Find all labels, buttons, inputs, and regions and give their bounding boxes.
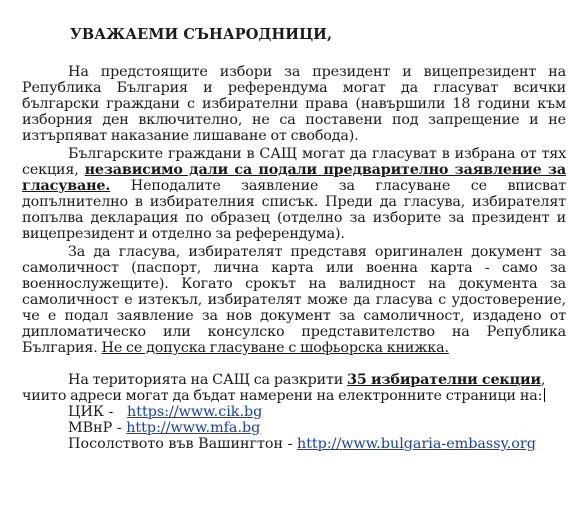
paragraph-sections-count [22,372,566,404]
paragraph-sections-text-a: На територията на САЩ са разкрити [68,372,344,388]
link-row-embassy [68,436,566,452]
document-heading: УВАЖАЕМИ СЪНАРОДНИЦИ, [70,26,333,43]
text-cursor [544,388,545,402]
paragraph-voting-sections-text-a: Българските граждани в САЩ могат да гласуват в избрана от тях секция, [22,146,566,178]
link-cik[interactable]: https://www.cik.bg [127,404,263,420]
link-embassy[interactable]: http://www.bulgaria-embassy.org [296,436,536,452]
emphasis-no-application-needed: независимо дали са подали предварително заявление за гласуване. [22,162,566,194]
note-drivers-license: Не се допуска гласуване с шофьорска книжка. [101,340,449,356]
link-label-embassy: Посолството във Вашингтон - [68,436,293,452]
link-row-cik [68,404,566,420]
paragraph-identity-documents [22,244,566,356]
paragraph-elections: На предстоящите избори за президент и вицепрезидент на Република България и референдума могат да гласуват всички български граждани с избирателни права (навършили 18 години към изборния ден включително, не са поставени под запрещение и не изтърпяват наказание лишаване от свобода). [22,64,566,144]
sections-count-emphasis: 35 избирателни секции [347,372,541,388]
link-mfa[interactable]: http://www.mfa.bg [126,420,261,436]
paragraph-identity-text: За да гласува, избирателят представя оригинален документ за самоличност (паспорт, лична карта или военна карта - само за военнослужещите). Когато срокът на валидност на документа за самоличност е изтекъл, избирателят може да гласува с удостоверение, че е подал заявление за нов документ за самоличност, издадено от дипломатическо или консулско представителство на Република България. [22,244,566,356]
paragraph-gap [22,356,566,372]
paragraph-sections-text-b: , чиито адреси могат да бъдат намерени на електронните страници на: [22,372,546,404]
paragraph-voting-sections-text-b: Неподалите заявление за гласуване се вписват допълнително в избирателния списък. Преди да гласува, избирателят попълва декларация по образец (отделно за изборите за президент и вицепрезидент и отделно за референдума). [22,178,566,242]
links-list [68,404,566,452]
link-label-mfa: МВнР - [68,420,122,436]
link-row-mfa [68,420,566,436]
paragraph-voting-sections [22,146,566,242]
link-label-cik: ЦИК - [68,404,114,420]
